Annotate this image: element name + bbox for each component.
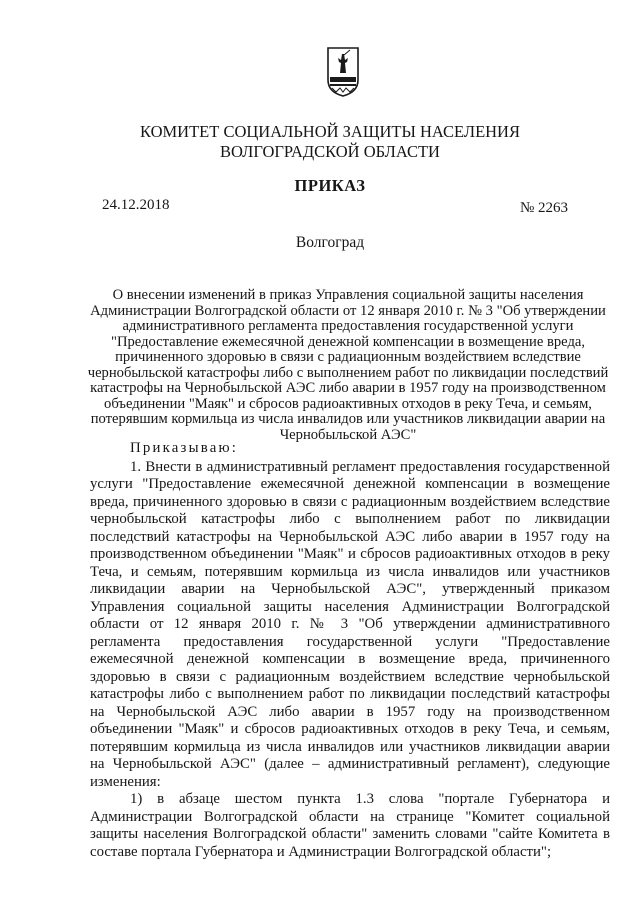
document-subject: О внесении изменений в приказ Управления социальной защиты населения Администрации Волгоградской области от 12 января 2010 г. № 3 "Об утверждении административного регламента предоставления государственной услуги "Предоставление ежемесячной денежной компенсации в возмещение вреда, причиненного здоровью в связи с радиационным воздействием вследствие чернобыльской катастрофы либо с выполнением работ по ликвидации последствий катастрофы на Чернобыльской АЭС либо аварии в 1957 году на производственном объединении "Маяк" и сбросов радиоактивных отходов в реку Теча, и семьям, потерявшим кормильца из числа инвалидов или участников ликвидации аварии на Чернобыльской АЭС"	[87, 287, 609, 443]
document-city: Волгоград	[295, 234, 365, 251]
volgograd-emblem-icon	[326, 46, 360, 98]
organization-name	[60, 122, 600, 162]
order-word: Приказываю:	[130, 440, 239, 456]
document-date: 24.12.2018	[102, 197, 170, 213]
org-line-2: ВОЛГОГРАДСКОЙ ОБЛАСТИ	[220, 142, 440, 161]
org-line-1: КОМИТЕТ СОЦИАЛЬНОЙ ЗАЩИТЫ НАСЕЛЕНИЯ	[140, 122, 520, 141]
document-number: № 2263	[520, 200, 569, 216]
document-body	[90, 440, 610, 861]
document-type: ПРИКАЗ	[294, 176, 366, 195]
paragraph-2: 1) в абзаце шестом пункта 1.3 слова "портале Губернатора и Администрации Волгоградской области на странице "Комитет социальной защиты населения Волгоградской области" заменить словами "сайте Комитета в составе портала Губернатора и Администрации Волгоградской области";	[90, 791, 610, 860]
paragraph-1: 1. Внести в административный регламент предоставления государственной услуги "Предоставление ежемесячной денежной компенсации в возмещение вреда, причиненного здоровью в связи с радиационным воздействием вследствие чернобыльской катастрофы либо с выполнением работ по ликвидации последствий катастрофы на Чернобыльской АЭС либо аварии в 1957 году на производственном объединении "Маяк" и сбросов радиоактивных отходов в реку Теча, и семьям, потерявшим кормильца из числа инвалидов или участников ликвидации аварии на Чернобыльской АЭС", утвержденный приказом Управления социальной защиты населения Администрации Волгоградской области от 12 января 2010 г. № 3 "Об утверждении административного регламента предоставления государственной услуги "Предоставление ежемесячной денежной компенсации в возмещение вреда, причиненного здоровью в связи с радиационным воздействием вследствие чернобыльской катастрофы либо с выполнением работ по ликвидации последствий катастрофы на Чернобыльской АЭС либо аварии в 1957 году на производственном объединении "Маяк" и сбросов радиоактивных отходов в реку Теча, и семьям, потерявшим кормильца из числа инвалидов или участников ликвидации аварии на Чернобыльской АЭС" (далее – административный регламент), следующие изменения:	[90, 458, 610, 790]
